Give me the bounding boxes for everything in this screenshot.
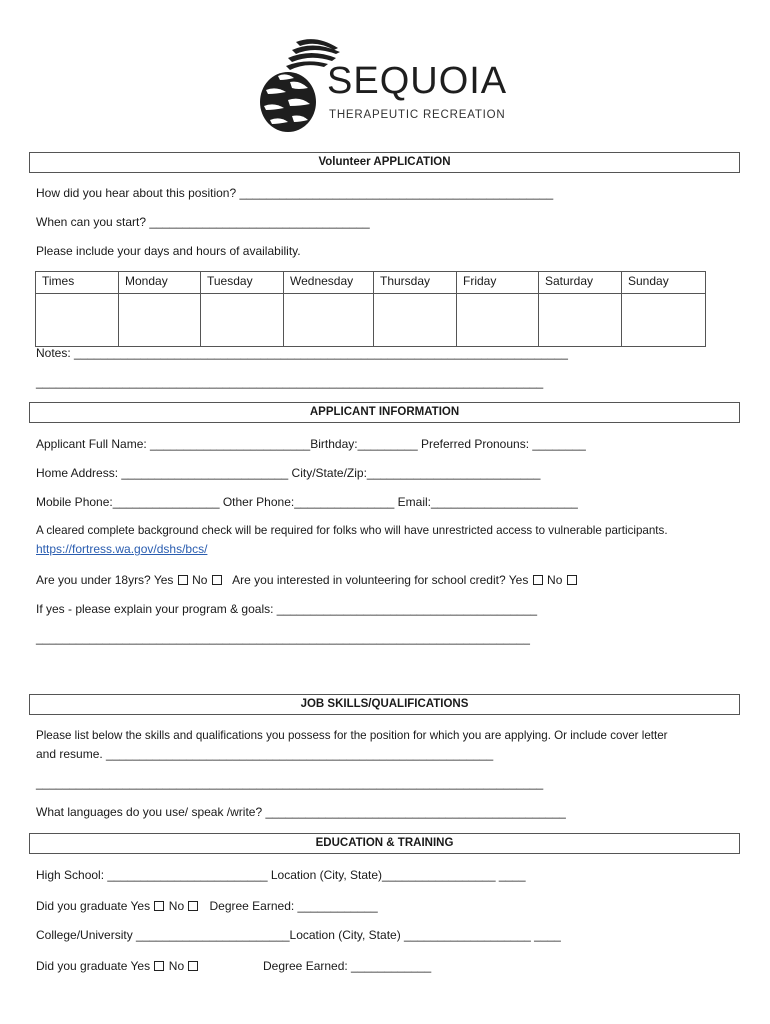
phone-email-row[interactable]: Mobile Phone:________________ Other Phone:_______________ Email:______________________ [36,495,578,509]
cell-tuesday[interactable] [201,294,284,347]
background-check-link[interactable]: https://fortress.wa.gov/dshs/bcs/ [36,542,208,556]
col-times: Times [36,272,119,294]
col-thursday: Thursday [374,272,457,294]
cell-monday[interactable] [119,294,201,347]
cell-sunday[interactable] [622,294,706,347]
under18-row [36,573,578,587]
credit-no-label: No [547,573,563,587]
section-skills-header: JOB SKILLS/QUALIFICATIONS [29,694,740,715]
program-goals-field-continued[interactable]: __________________________________________________________________________ [36,631,530,645]
col-tuesday: Tuesday [201,272,284,294]
availability-input-row [36,294,706,347]
high-school-field[interactable]: High School: ________________________ Location (City, State)_________________ ____ [36,868,526,882]
background-check-note: A cleared complete background check will be required for folks who will have unrestricted access to vulnerable participants. [36,524,668,537]
availability-table [35,271,706,347]
availability-header-row [36,272,706,294]
name-birthday-pronouns-row[interactable]: Applicant Full Name: ________________________Birthday:_________ Preferred Pronouns: ________ [36,437,586,451]
college-graduate-yes-checkbox[interactable] [154,961,164,971]
brand-name: SEQUOIA [327,60,508,102]
col-saturday: Saturday [539,272,622,294]
col-monday: Monday [119,272,201,294]
hs-graduate-no-checkbox[interactable] [188,901,198,911]
start-field[interactable]: When can you start? _________________________________ [36,215,370,229]
program-goals-field[interactable]: If yes - please explain your program & goals: _______________________________________ [36,602,538,616]
skills-field-continued[interactable]: ____________________________________________________________________________ [36,776,544,790]
cell-friday[interactable] [457,294,539,347]
availability-note: Please include your days and hours of availability. [36,244,301,258]
section-applicant-header: APPLICANT INFORMATION [29,402,740,423]
languages-field[interactable]: What languages do you use/ speak /write? _____________________________________________ [36,805,566,819]
cell-saturday[interactable] [539,294,622,347]
hs-graduate-label: Did you graduate Yes [36,899,151,913]
college-graduate-no-label: No [168,959,185,973]
under18-no-label: No [192,573,208,587]
skills-instructions: Please list below the skills and qualifications you possess for the position for which you are applying. Or include cover letter [36,729,668,742]
hs-graduate-row [36,899,378,913]
section-education-header: EDUCATION & TRAINING [29,833,740,854]
credit-no-checkbox[interactable] [567,575,577,585]
school-credit-label: Are you interested in volunteering for school credit? Yes [232,573,529,587]
col-friday: Friday [457,272,539,294]
notes-field[interactable]: Notes: __________________________________________________________________________ [36,346,568,360]
cell-thursday[interactable] [374,294,457,347]
under18-label: Are you under 18yrs? Yes [36,573,174,587]
col-wednesday: Wednesday [284,272,374,294]
cell-wednesday[interactable] [284,294,374,347]
credit-yes-checkbox[interactable] [533,575,543,585]
under18-no-checkbox[interactable] [212,575,222,585]
hear-field[interactable]: How did you hear about this position? _______________________________________________ [36,186,554,200]
college-degree-field[interactable]: Degree Earned: ____________ [263,959,432,973]
address-row[interactable]: Home Address: _________________________ City/State/Zip:__________________________ [36,466,541,480]
hs-graduate-yes-checkbox[interactable] [154,901,164,911]
hs-graduate-no-label: No [168,899,185,913]
brand-subtitle: THERAPEUTIC RECREATION [329,109,506,121]
college-graduate-label: Did you graduate Yes [36,959,151,973]
skills-field[interactable]: and resume. __________________________________________________________ [36,747,494,761]
hs-degree-field[interactable]: Degree Earned: ____________ [209,899,378,913]
college-graduate-row [36,959,199,973]
cell-times[interactable] [36,294,119,347]
section-volunteer-header: Volunteer APPLICATION [29,152,740,173]
college-field[interactable]: College/University _______________________Location (City, State) ___________________ ____ [36,928,561,942]
college-graduate-no-checkbox[interactable] [188,961,198,971]
notes-field-continued[interactable]: ____________________________________________________________________________ [36,375,544,389]
under18-yes-checkbox[interactable] [178,575,188,585]
col-sunday: Sunday [622,272,706,294]
